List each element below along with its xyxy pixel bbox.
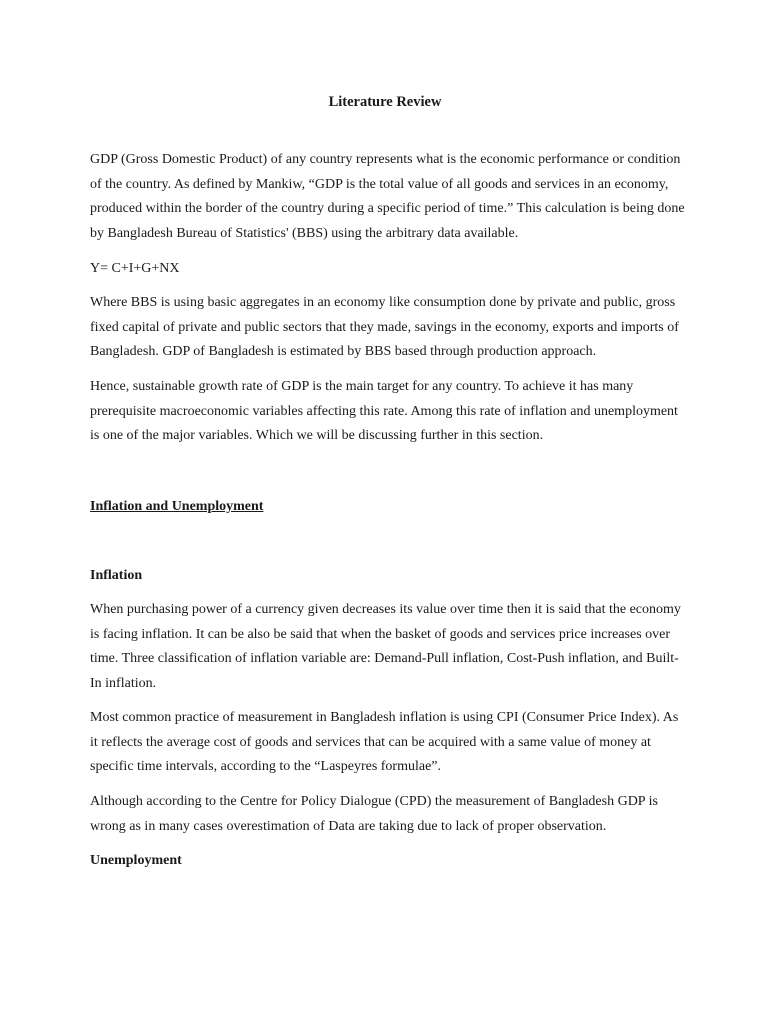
text-line: Most common practice of measurement in Bangladesh inflation is using CPI (Consumer Price Index). As (90, 710, 679, 725)
inflation-paragraph-2 (90, 706, 680, 780)
text-line: wrong as in many cases overestimation of Data are taking due to lack of proper observation. (90, 818, 607, 834)
text-line: time. Three classification of inflation variable are: Demand-Pull inflation, Cost-Push inflation, and Built- (90, 651, 679, 666)
text-line: In inflation. (90, 675, 157, 691)
inflation-paragraph-3 (90, 790, 680, 839)
text-line: Hence, sustainable growth rate of GDP is the main target for any country. To achieve it has many (90, 379, 634, 394)
text-line: Bangladesh. GDP of Bangladesh is estimated by BBS based through production approach. (90, 344, 597, 359)
section-heading: Inflation and Unemployment (90, 499, 264, 514)
page-title: Literature Review (328, 94, 442, 110)
text-line: fixed capital of private and public sectors that they made, savings in the economy, exports and imports of (90, 319, 679, 335)
text-line: GDP (Gross Domestic Product) of any country represents what is the economic performance or condition (90, 152, 681, 167)
intro-paragraph-1 (90, 148, 685, 246)
intro-paragraph-3 (90, 375, 680, 449)
inflation-heading: Inflation (90, 568, 143, 583)
gdp-formula (90, 257, 680, 282)
text-line: is facing inflation. It can be also be said that when the basket of goods and services price increases over (90, 626, 671, 642)
text-line: by Bangladesh Bureau of Statistics' (BBS) using the arbitrary data available. (90, 225, 519, 241)
text-line: When purchasing power of a currency given decreases its value over time then it is said that the economy (90, 602, 681, 617)
text-line: produced within the border of the country during a specific period of time.” This calculation is being done (90, 201, 685, 216)
formula-text: Y= C+I+G+NX (90, 261, 180, 276)
intro-paragraph-2 (90, 291, 680, 365)
text-line: is one of the major variables. Which we will be discussing further in this section. (90, 428, 544, 443)
inflation-paragraph-1 (90, 598, 680, 696)
text-line: of the country. As defined by Mankiw, “GDP is the total value of all goods and services in an economy, (90, 176, 669, 192)
text-line: prerequisite macroeconomic variables affecting this rate. Among this rate of inflation and unemployment (90, 403, 678, 419)
text-line: it reflects the average cost of goods and services that can be acquired with a same value of money at (90, 734, 651, 750)
text-line: Although according to the Centre for Policy Dialogue (CPD) the measurement of Bangladesh GDP is (90, 794, 658, 809)
text-line: Where BBS is using basic aggregates in an economy like consumption done by private and public, gross (90, 295, 676, 310)
unemployment-heading: Unemployment (90, 853, 182, 868)
text-line: specific time intervals, according to the “Laspeyres formulae”. (90, 759, 442, 774)
